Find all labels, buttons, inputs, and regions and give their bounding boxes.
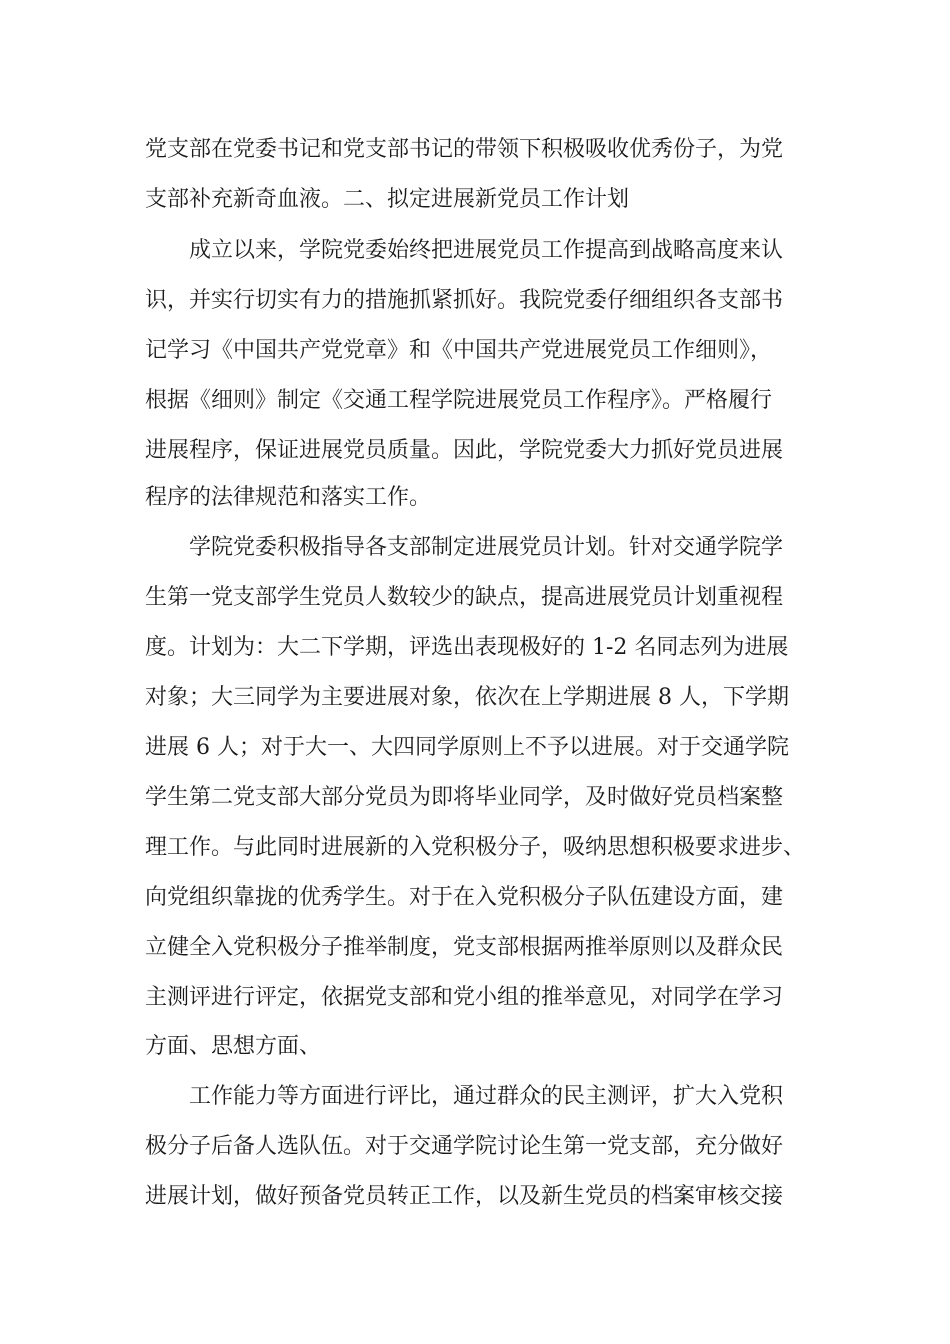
text-line: 根据《细则》制定《交通工程学院进展党员工作程序》。严格履行: [145, 388, 773, 413]
text-line: 立健全入党积极分子推举制度，党支部根据两推举原则以及群众民: [145, 935, 784, 960]
text-line: 主测评进行评定，依据党支部和党小组的推举意见，对同学在学习: [145, 985, 784, 1010]
text-line: 对象；大三同学为主要进展对象，依次在上学期进展 8 人，下学期: [145, 685, 789, 710]
text-line: 支部补充新奇血液。二、拟定进展新党员工作计划: [145, 187, 630, 212]
paragraph-first-line: 工作能力等方面进行评比，通过群众的民主测评，扩大入党积: [189, 1084, 784, 1109]
text-line: 进展计划，做好预备党员转正工作，以及新生党员的档案审核交接: [145, 1184, 784, 1209]
text-line: 极分子后备人选队伍。对于交通学院讨论生第一党支部，充分做好: [145, 1134, 784, 1159]
text-line: 学生第二党支部大部分党员为即将毕业同学，及时做好党员档案整: [145, 785, 784, 810]
text-line: 理工作。与此同时进展新的入党积极分子，吸纳思想积极要求进步、: [145, 835, 806, 860]
paragraph-first-line: 学院党委积极指导各支部制定进展党员计划。针对交通学院学: [189, 535, 784, 560]
text-line: 方面、思想方面、: [145, 1034, 322, 1059]
text-line: 进展 6 人；对于大一、大四同学原则上不予以进展。对于交通学院: [145, 735, 789, 760]
text-line: 记学习《中国共产党党章》和《中国共产党进展党员工作细则》，: [145, 338, 773, 363]
paragraph-first-line: 成立以来，学院党委始终把进展党员工作提高到战略高度来认: [189, 238, 784, 263]
text-line: 进展程序，保证进展党员质量。因此，学院党委大力抓好党员进展: [145, 438, 784, 463]
text-line: 生第一党支部学生党员人数较少的缺点，提高进展党员计划重视程: [145, 585, 784, 610]
text-line: 识，并实行切实有力的措施抓紧抓好。我院党委仔细组织各支部书: [145, 288, 784, 313]
text-line: 度。计划为：大二下学期，评选出表现极好的 1-2 名同志列为进展: [145, 635, 789, 660]
text-line: 程序的法律规范和落实工作。: [145, 485, 432, 510]
text-line: 向党组织靠拢的优秀学生。对于在入党积极分子队伍建设方面，建: [145, 885, 784, 910]
text-line: 党支部在党委书记和党支部书记的带领下积极吸收优秀份子，为党: [145, 137, 784, 162]
